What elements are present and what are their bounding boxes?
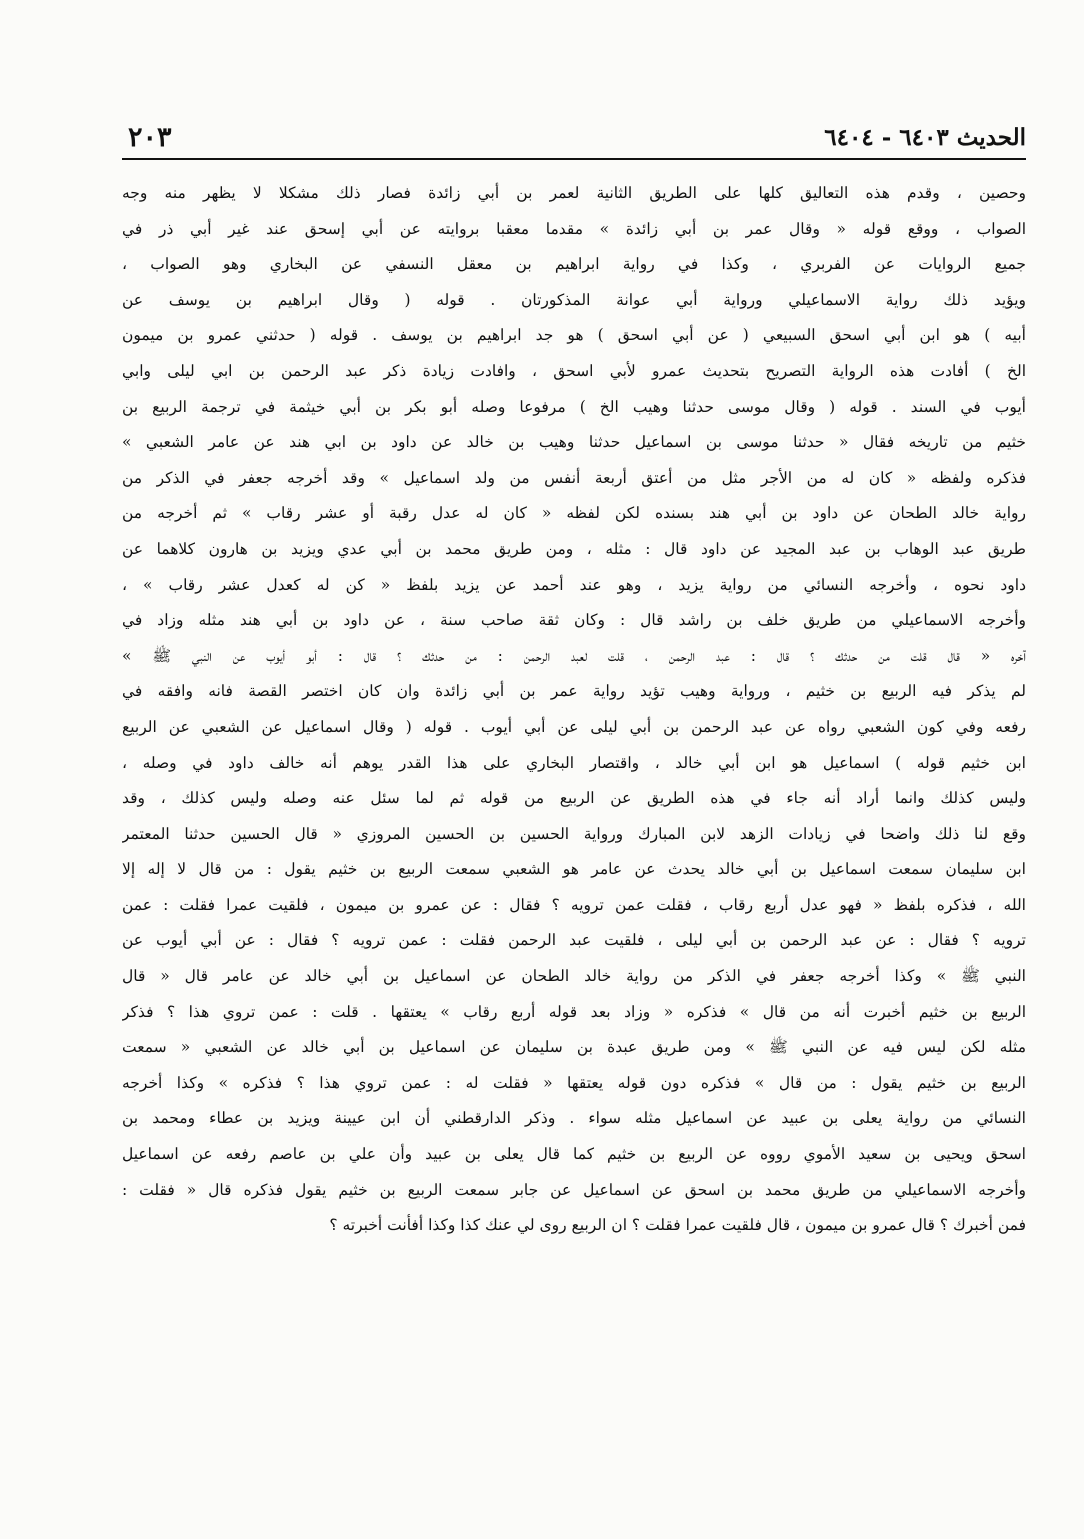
text-line: مثله لكن ليس فيه عن النبي ﷺ » ومن طريق عبدة بن سليمان عن اسماعيل بن أبي خالد عن الشعبي « سمعت bbox=[122, 1038, 1026, 1057]
page-number: ٢٠٣ bbox=[128, 122, 172, 153]
text-line: الربيع بن خثيم أخبرت أنه من قال » فذكره « وزاد بعد قوله أربع رقاب » يعتقها . قلت : عمن تروي هذا ؟ فذكر bbox=[122, 1002, 1026, 1021]
text-line: جميع الروايات عن الفربري ، وكذا في رواية ابراهيم بن معقل النسفي عن البخاري وهو الصواب ، bbox=[122, 255, 1026, 274]
text-line: الخ ) أفادت هذه الرواية التصريح بتحديث عمرو لأبي اسحق ، وافادت زيادة ذكر عبد الرحمن بن ابي ليلى وابي bbox=[122, 361, 1026, 380]
text-line: أيوب في السند . قوله ( وقال موسى حدثنا وهيب الخ ) مرفوعا وصله أبو بكر بن أبي خيثمة في ترجمة الربيع بن bbox=[122, 397, 1026, 416]
header-rule bbox=[122, 158, 1026, 160]
text-line: ابن سليمان سمعت اسماعيل بن أبي خالد يحدث عن عامر هو الشعبي سمعت الربيع بن خثيم يقول : من قال لا إله إلا bbox=[122, 860, 1026, 879]
text-line: وليس كذلك وانما أراد أنه جاء في هذه الطريق عن الربيع من قوله ثم لما سئل عنه وصله وليس كذلك ، وقد bbox=[122, 789, 1026, 808]
text-line: الربيع بن خثيم يقول : من قال » فذكره دون قوله يعتقها « فقلت له : عمن تروي هذا ؟ فذكره » وكذا أخرجه bbox=[122, 1073, 1026, 1092]
text-line: طريق عبد الوهاب بن عبد المجيد عن داود قال : مثله ، ومن طريق محمد بن أبي عدي ويزيد بن هارون كلاهما عن bbox=[122, 539, 1026, 558]
text-line: ابن خثيم قوله ) اسماعيل هو ابن أبي خالد ، واقتصار البخاري على هذا القدر يوهم أنه خالف داود في وصله ، bbox=[122, 753, 1026, 772]
text-line: لم يذكر فيه الربيع بن خثيم ، ورواية وهيب تؤيد رواية عمر بن أبي زائدة وان كان اختصر القصة فانه وافقه في bbox=[122, 682, 1026, 701]
text-line: فمن أخبرك ؟ قال عمرو بن ميمون ، قال فلقيت عمرا فقلت ؟ ان الربيع روى لي عنك كذا وكذا أفأنت أخبرته ؟ bbox=[329, 1216, 1026, 1235]
text-line: داود نحوه ، وأخرجه النسائي من رواية يزيد ، وهو عند أحمد عن يزيد بلفظ « كن له كعدل عشر رقاب » ، bbox=[122, 575, 1026, 594]
text-line: النسائي من رواية يعلى بن عبيد عن اسماعيل مثله سواء . وذكر الدارقطني أن ابن عيينة ويزيد بن عطاء ومحمد بن bbox=[122, 1109, 1026, 1128]
text-line: خثيم من تاريخه فقال « حدثنا موسى بن اسماعيل حدثنا وهيب بن خالد عن داود بن ابي هند عن عامر الشعبي » bbox=[122, 433, 1026, 452]
running-title: الحديث ٦٤٠٣ - ٦٤٠٤ bbox=[824, 124, 1026, 151]
text-line: النبي ﷺ » وكذا أخرجه جعفر في الذكر من رواية خالد الطحان عن اسماعيل بن أبي خالد عن عامر قال « قال bbox=[122, 967, 1026, 986]
text-line: وحصين ، وقدم هذه التعاليق كلها على الطريق الثانية لعمر بن أبي زائدة فصار ذلك مشكلا لا يظهر منه وجه bbox=[122, 184, 1026, 202]
text-line: وأخرجه الاسماعيلي من طريق خلف بن راشد قال : وكان ثقة صاحب سنة ، عن داود بن أبي هند مثله وزاد في bbox=[122, 611, 1026, 630]
text-line: رفعه وفي كون الشعبي رواه عن عبد الرحمن بن أبي ليلى عن أبي أيوب . قوله ( وقال اسماعيل عن الشعبي عن الربيع bbox=[122, 717, 1026, 736]
text-line: فذكره ولفظه « كان له من الأجر مثل من أعتق أربعة أنفس من ولد اسماعيل » وقد أخرجه جعفر في الذكر من bbox=[122, 468, 1026, 487]
text-line: ويؤيد ذلك رواية الاسماعيلي ورواية أبي عوانة المذكورتان . قوله ( وقال ابراهيم بن يوسف عن bbox=[122, 290, 1026, 309]
page-header bbox=[122, 116, 1026, 160]
text-line: اسحق ويحيى بن سعيد الأموي رووه عن الربيع بن خثيم كما قال يعلى بن عبيد وأن علي بن عاصم رفعه عن اسماعيل bbox=[122, 1145, 1026, 1164]
text-line: آخره « قال قلت من حدثك ؟ قال : عبد الرحمن ، قلت لعبد الرحمن : من حدثك ؟ قال : أبو أيوب عن النبي ﷺ » bbox=[122, 646, 1026, 665]
text-line: الله ، فذكره بلفظ « فهو عدل أربع رقاب ، فقلت عمن ترويه ؟ فقال : عن عمرو بن ميمون ، فلقيت عمرا فقلت : عمن bbox=[122, 895, 1026, 914]
text-line: ترويه ؟ فقال : عن عبد الرحمن بن أبي ليلى ، فلقيت عبد الرحمن فقلت : عمن ترويه ؟ فقال : عن أبي أيوب عن bbox=[122, 931, 1026, 950]
body-text bbox=[122, 176, 1026, 1244]
text-line: أبيه ) هو ابن أبي اسحق السبيعي ( عن أبي اسحق ) هو جد ابراهيم بن يوسف . قوله ( حدثني عمرو بن ميمون bbox=[122, 326, 1026, 345]
text-line: رواية خالد الطحان عن داود بن أبي هند بسنده لكن لفظه « كان له عدل رقبة أو عشر رقاب » ثم أخرجه من bbox=[122, 504, 1026, 523]
text-line: وأخرجه الاسماعيلي من طريق محمد بن اسحق عن اسماعيل عن جابر سمعت الربيع بن خثيم يقول فذكره قال « فقلت : bbox=[122, 1180, 1026, 1199]
text-line: وقع لنا ذلك واضحا في زيادات الزهد لابن المبارك ورواية الحسين بن الحسين المروزي « قال الحسين حدثنا المعتمر bbox=[122, 824, 1026, 843]
text-line: الصواب ، ووقع قوله « وقال عمر بن أبي زائدة » مقدما معقبا بروايته عن أبي إسحق عند غير أبي ذر في bbox=[122, 219, 1026, 238]
